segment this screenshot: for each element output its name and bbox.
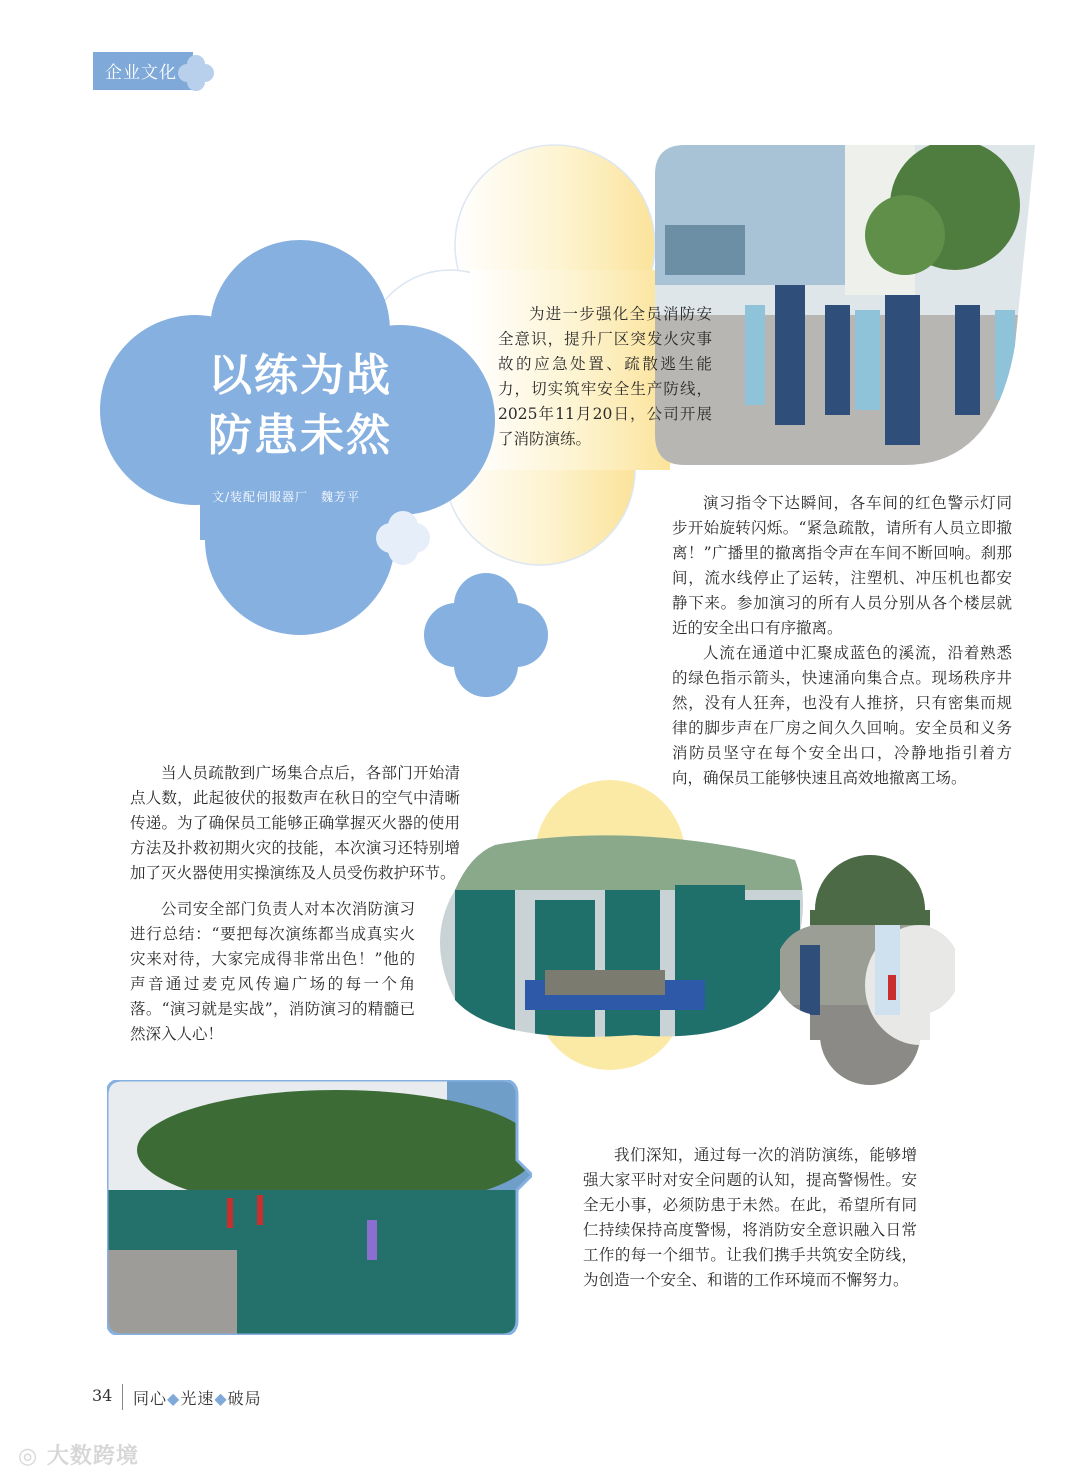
evacuation-photo	[655, 145, 1035, 465]
body-column-right	[672, 491, 1012, 791]
body-paragraph: 演习指令下达瞬间，各车间的红色警示灯同步开始旋转闪烁。“紧急疏散，请所有人员立即撤离！”广播里的撤离指令声在车间不断回响。刹那间，流水线停止了运转，注塑机、冲压机也都安静下来。参加演习的所有人员分别从各个楼层就近的安全出口有序撤离。	[672, 494, 1012, 637]
intro-paragraph: 为进一步强化全员消防安全意识，提升厂区突发火灾事故的应急处置、疏散逃生能力，切实筑牢安全生产防线，2025年11月20日，公司开展了消防演练。	[498, 305, 712, 448]
body-paragraph: 我们深知，通过每一次的消防演练，能够增强大家平时对安全问题的认知，提高警惕性。安全无小事，必须防患于未然。在此，希望所有同仁持续保持高度警惕，将消防安全意识融入日常工作的每一个细节。让我们携手共筑安全防线，为创造一个安全、和谐的工作环境而不懈努力。	[583, 1146, 917, 1289]
blue-flower	[424, 573, 548, 697]
assembly-photo	[107, 1080, 532, 1335]
diamond-icon: ◆	[167, 1389, 181, 1408]
body-paragraph: 当人员疏散到广场集合点后，各部门开始清点人数，此起彼伏的报数声在秋日的空气中清晰传递。为了确保员工能够正确掌握灭火器的使用方法及扑救初期火灾的技能，本次演习还特别增加了灭火器使用实操演练及人员受伤救护环节。	[130, 764, 460, 882]
footer-slogan: 同心◆光速◆破局	[133, 1389, 262, 1408]
watermark: ◎ 大数跨境	[18, 1444, 139, 1469]
section-tab-label: 企业文化	[105, 63, 177, 83]
body-paragraph: 公司安全部门负责人对本次消防演习进行总结：“要把每次演练都当成真实火灾来对待，大家完成得非常出色！”他的声音通过麦克风传遍广场的每一个角落。“演习就是实战”，消防演习的精髓已然深入人心！	[130, 900, 415, 1043]
watermark-logo-icon: ◎	[18, 1444, 47, 1469]
stretcher-drill-photo	[435, 830, 810, 1045]
page-number: 34	[92, 1386, 113, 1405]
footer-divider	[122, 1384, 123, 1410]
article-byline: 文/装配伺服器厂 魏芳平	[212, 490, 361, 504]
fire-extinguisher-photo	[780, 855, 955, 1085]
article-title-line1: 以练为战	[208, 350, 392, 401]
closing-column	[583, 1143, 917, 1293]
diamond-icon: ◆	[214, 1389, 228, 1408]
body-column-left-2	[130, 897, 415, 1047]
article-title-line2: 防患未然	[208, 410, 392, 461]
body-column-left	[130, 761, 460, 886]
body-paragraph: 人流在通道中汇聚成蓝色的溪流，沿着熟悉的绿色指示箭头，快速涌向集合点。现场秩序井然，没有人狂奔，也没有人推挤，只有密集而规律的脚步声在厂房之间久久回响。安全员和义务消防员坚守在每个安全出口，冷静地指引着方向，确保员工能够快速且高效地撤离工场。	[672, 644, 1012, 787]
